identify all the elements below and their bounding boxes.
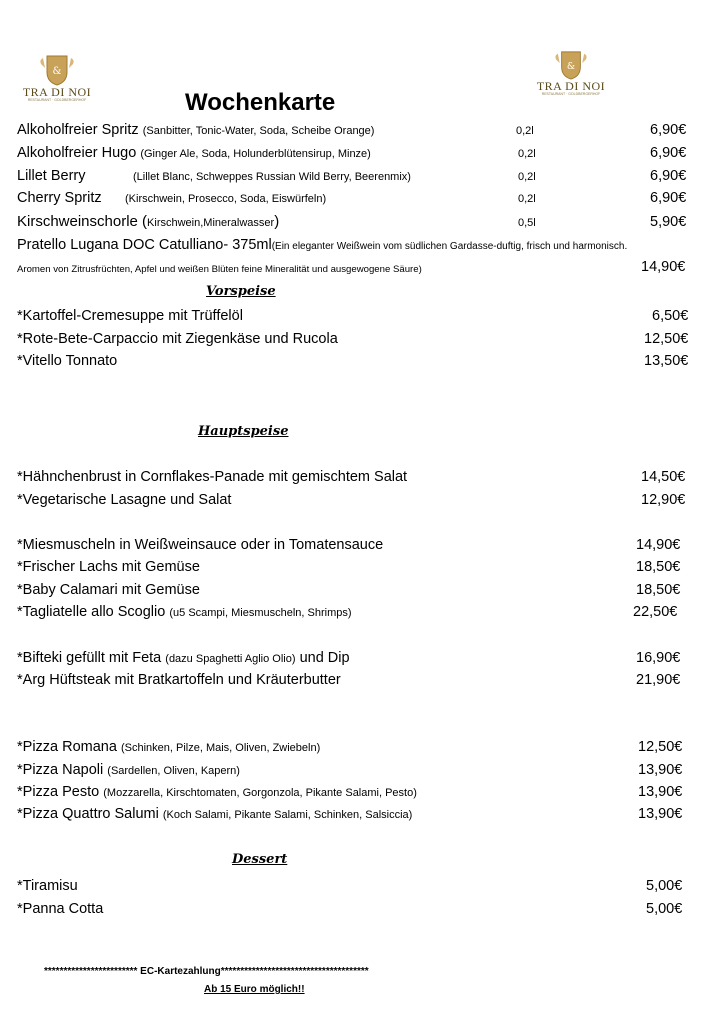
payment-minimum: Ab 15 Euro möglich!! (204, 984, 305, 995)
menu-item-desc: (u5 Scampi, Miesmuscheln, Shrimps) (169, 607, 352, 619)
drink-name-end: ) (274, 213, 280, 230)
menu-item-name: *Pizza Pesto (17, 784, 100, 800)
menu-price: 13,50€ (644, 353, 689, 369)
menu-item (17, 739, 320, 755)
menu-price: 5,00€ (646, 901, 683, 917)
page-title: Wochenkarte (185, 89, 336, 116)
menu-price: 18,50€ (636, 559, 681, 575)
drink-name: Cherry Spritz (17, 190, 102, 206)
drink-item (17, 122, 374, 138)
drink-name: Kirschweinschorle ( (17, 213, 148, 230)
svg-text:&: & (52, 66, 62, 77)
drink-desc: (Lillet Blanc, Schweppes Russian Wild Berry, Beerenmix) (133, 171, 411, 183)
crest-icon (37, 54, 77, 86)
logo-right-subtitle: RESTAURANT · GOLDBERGERHOF (541, 92, 601, 96)
menu-item: *Kartoffel-Cremesuppe mit Trüffelöl (17, 308, 243, 324)
menu-item-desc: (Mozzarella, Kirschtomaten, Gorgonzola, Pikante Salami, Pesto) (103, 787, 417, 799)
drink-volume: 0,2l (518, 148, 536, 160)
menu-item-desc: (Schinken, Pilze, Mais, Oliven, Zwiebeln) (120, 742, 321, 754)
stars-left: ************************ (44, 966, 138, 977)
menu-item: *Hähnchenbrust in Cornflakes-Panade mit gemischtem Salat (17, 469, 408, 485)
drink-desc: (Sanbitter, Tonic-Water, Soda, Scheibe Orange) (142, 125, 375, 137)
menu-item: *Tiramisu (17, 878, 78, 894)
menu-item-name: *Tagliatelle allo Scoglio (17, 604, 166, 620)
menu-price: 13,90€ (638, 806, 683, 822)
wine-name: Pratello Lugana DOC Catulliano- 375ml (17, 237, 272, 253)
drink-price: 6,90€ (650, 190, 687, 206)
drink-volume: 0,2l (518, 171, 536, 183)
menu-price: 12,50€ (644, 331, 689, 347)
logo-right (532, 50, 610, 97)
drink-item (17, 190, 102, 206)
menu-price: 14,90€ (636, 537, 681, 553)
menu-item: *Arg Hüftsteak mit Bratkartoffeln und Kräuterbutter (17, 672, 341, 688)
menu-item-desc: (Koch Salami, Pikante Salami, Schinken, Salsiccia) (162, 809, 413, 821)
drink-volume: 0,2l (518, 193, 536, 205)
menu-price: 21,90€ (636, 672, 681, 688)
menu-item-desc: (dazu Spaghetti Aglio Olio) (165, 653, 296, 665)
menu-item: *Vegetarische Lasagne und Salat (17, 492, 232, 508)
menu-item (17, 762, 240, 778)
menu-item (17, 784, 417, 800)
logo-left-subtitle: RESTAURANT · GOLDBERGERHOF (27, 98, 87, 102)
drink-price: 5,90€ (650, 214, 687, 230)
menu-item: *Baby Calamari mit Gemüse (17, 582, 200, 598)
drink-volume: 0,2l (516, 125, 534, 137)
menu-price: 16,90€ (636, 650, 681, 666)
menu-item: *Frischer Lachs mit Gemüse (17, 559, 200, 575)
menu-item-name: *Pizza Quattro Salumi (17, 806, 159, 822)
wine-price: 14,90€ (641, 259, 686, 275)
drink-desc: (Kirschwein, Prosecco, Soda, Eiswürfeln) (125, 193, 327, 205)
menu-item-name: *Pizza Napoli (17, 762, 104, 778)
menu-item: *Vitello Tonnato (17, 353, 118, 369)
drink-item (17, 213, 279, 230)
menu-price: 18,50€ (636, 582, 681, 598)
drink-price: 6,90€ (650, 122, 687, 138)
svg-text:&: & (566, 60, 576, 72)
menu-price: 12,90€ (641, 492, 686, 508)
menu-item-tail: und Dip (299, 650, 350, 666)
menu-price: 6,50€ (652, 308, 689, 324)
menu-price: 22,50€ (633, 604, 678, 620)
drink-name: Alkoholfreier Spritz (17, 122, 139, 138)
drink-item (17, 168, 86, 184)
menu-price: 13,90€ (638, 762, 683, 778)
menu-item (17, 650, 350, 666)
menu-price: 13,90€ (638, 784, 683, 800)
wine-desc-2: Aromen von Zitrusfrüchten, Apfel und weißen Blüten feine Mineralität und ausgewogene Säure) (17, 264, 422, 275)
drink-item (17, 145, 371, 161)
logo-left-name: TRA DI NOI (22, 85, 92, 99)
section-heading-dessert: Dessert (232, 852, 288, 867)
menu-item-desc: (Sardellen, Oliven, Kapern) (107, 765, 240, 777)
wine-item (17, 237, 627, 253)
section-heading-hauptspeise: Hauptspeise (198, 424, 289, 439)
stars-right: ************************************** (220, 966, 369, 977)
menu-price: 12,50€ (638, 739, 683, 755)
menu-item-name: *Bifteki gefüllt mit Feta (17, 650, 162, 666)
drink-desc: (Ginger Ale, Soda, Holunderblütensirup, Minze) (140, 148, 371, 160)
menu-item: *Panna Cotta (17, 901, 104, 917)
drink-price: 6,90€ (650, 145, 687, 161)
drink-volume: 0,5l (518, 217, 536, 229)
drink-price: 6,90€ (650, 168, 687, 184)
menu-item: *Rote-Bete-Carpaccio mit Ziegenkäse und Rucola (17, 331, 338, 347)
menu-item (17, 806, 412, 822)
menu-item-name: *Pizza Romana (17, 739, 117, 755)
payment-note (44, 966, 369, 977)
section-heading-vorspeise: Vorspeise (206, 284, 276, 299)
drink-desc: Kirschwein,Mineralwasser (147, 217, 275, 229)
drink-name: Lillet Berry (17, 168, 86, 184)
logo-right-name: TRA DI NOI (536, 79, 606, 93)
menu-item (17, 604, 352, 620)
drink-name: Alkoholfreier Hugo (17, 145, 137, 161)
menu-price: 5,00€ (646, 878, 683, 894)
payment-label: EC-Kartezahlung (137, 966, 221, 977)
crest-icon (551, 50, 591, 80)
menu-price: 14,50€ (641, 469, 686, 485)
wine-desc: (Ein eleganter Weißwein vom südlichen Gardasse-duftig, frisch und harmonisch. (271, 241, 628, 252)
menu-item: *Miesmuscheln in Weißweinsauce oder in Tomatensauce (17, 537, 384, 553)
logo-left (18, 54, 96, 103)
